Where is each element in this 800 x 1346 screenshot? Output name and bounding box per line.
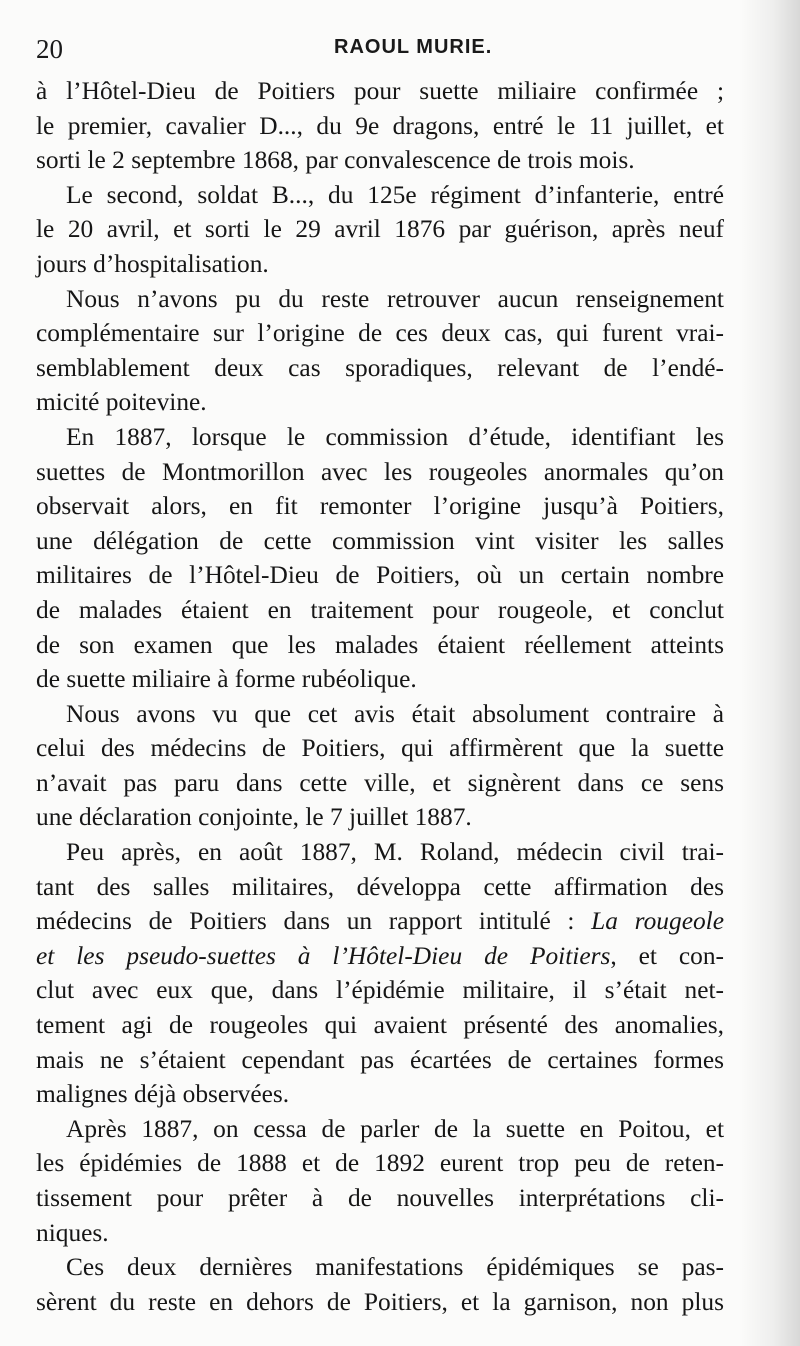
text-line: le 20 avril, et sorti le 29 avril 1876 par guérison, après neuf bbox=[36, 215, 724, 244]
paragraph bbox=[36, 835, 724, 1112]
text-line: Ces deux dernières manifestations épidémiques se pas- bbox=[66, 1253, 724, 1282]
text-line: mais ne s’étaient cependant pas écartées de certaines formes bbox=[36, 1045, 724, 1074]
text-line: Après 1887, on cessa de parler de la suette en Poitou, et bbox=[66, 1114, 724, 1143]
text-line: Nous avons vu que cet avis était absolument contraire à bbox=[66, 699, 724, 728]
text-line: une délégation de cette commission vint visiter les salles bbox=[36, 526, 724, 555]
text-line: observait alors, en fit remonter l’origine jusqu’à Poitiers, bbox=[36, 492, 724, 521]
text-line: semblablement deux cas sporadiques, relevant de l’endé- bbox=[36, 353, 724, 382]
text-line: à l’Hôtel-Dieu de Poitiers pour suette miliaire confirmée ; bbox=[36, 77, 724, 105]
paragraph bbox=[36, 282, 724, 420]
text-line: le premier, cavalier D..., du 9e dragons, entré le 11 juillet, et bbox=[36, 111, 724, 140]
text-line: de malades étaient en traitement pour rougeole, et conclut bbox=[36, 595, 724, 624]
text-line: suettes de Montmorillon avec les rougeoles anormales qu’on bbox=[36, 457, 724, 486]
text-line: de suette miliaire à forme rubéolique. bbox=[36, 665, 417, 694]
paragraph bbox=[36, 1250, 724, 1319]
paragraph bbox=[36, 1112, 724, 1250]
body-text bbox=[36, 74, 724, 1319]
text-line: malignes déjà observées. bbox=[36, 1080, 290, 1109]
page-number: 20 bbox=[36, 34, 63, 64]
text-line: militaires de l’Hôtel-Dieu de Poitiers, où un certain nombre bbox=[36, 561, 724, 590]
text-line: Peu après, en août 1887, M. Roland, médecin civil trai- bbox=[66, 838, 724, 867]
text-line: Nous n’avons pu du reste retrouver aucun renseignement bbox=[66, 284, 724, 313]
text-line: les épidémies de 1888 et de 1892 eurent trop peu de reten- bbox=[36, 1149, 724, 1178]
italic-title: et les pseudo-suettes à l’Hôtel-Dieu de Poitiers bbox=[36, 941, 611, 970]
text-line: clut avec eux que, dans l’épidémie militaire, il s’était net- bbox=[36, 976, 724, 1005]
page-header bbox=[36, 30, 756, 70]
text-line bbox=[36, 939, 724, 974]
text-line: une déclaration conjointe, le 7 juillet 1887. bbox=[36, 803, 472, 832]
text-segment: , et con- bbox=[610, 941, 724, 970]
text-line: sèrent du reste en dehors de Poitiers, et la garnison, non plus bbox=[36, 1287, 724, 1316]
text-line: tement agi de rougeoles qui avaient présenté des anomalies, bbox=[36, 1011, 724, 1040]
text-line: tant des salles militaires, développa cette affirmation des bbox=[36, 872, 724, 901]
page-edge-shadow bbox=[740, 0, 800, 1346]
text-line bbox=[36, 904, 724, 939]
text-segment: médecins de Poitiers dans un rapport intitulé : bbox=[36, 907, 575, 936]
text-line: Le second, soldat B..., du 125e régiment d’infanterie, entré bbox=[66, 180, 724, 209]
paragraph bbox=[36, 178, 724, 282]
text-line: tissement pour prêter à de nouvelles interprétations cli- bbox=[36, 1184, 724, 1212]
text-line: celui des médecins de Poitiers, qui affirmèrent que la suette bbox=[36, 734, 724, 763]
italic-title: La rougeole bbox=[591, 907, 724, 936]
text-line: de son examen que les malades étaient réellement atteints bbox=[36, 630, 724, 659]
text-line: jours d’hospitalisation. bbox=[36, 249, 269, 278]
text-line: n’avait pas paru dans cette ville, et signèrent dans ce sens bbox=[36, 768, 724, 797]
text-line: niques. bbox=[36, 1218, 109, 1247]
text-line: En 1887, lorsque le commission d’étude, identifiant les bbox=[66, 422, 724, 451]
running-head: RAOUL MURIE. bbox=[334, 36, 493, 58]
text-line: micité poitevine. bbox=[36, 388, 207, 417]
text-line: sorti le 2 septembre 1868, par convalescence de trois mois. bbox=[36, 146, 635, 175]
paragraph bbox=[36, 74, 724, 178]
text-line: complémentaire sur l’origine de ces deux cas, qui furent vrai- bbox=[36, 319, 724, 348]
paragraph bbox=[36, 420, 724, 697]
paragraph bbox=[36, 697, 724, 835]
